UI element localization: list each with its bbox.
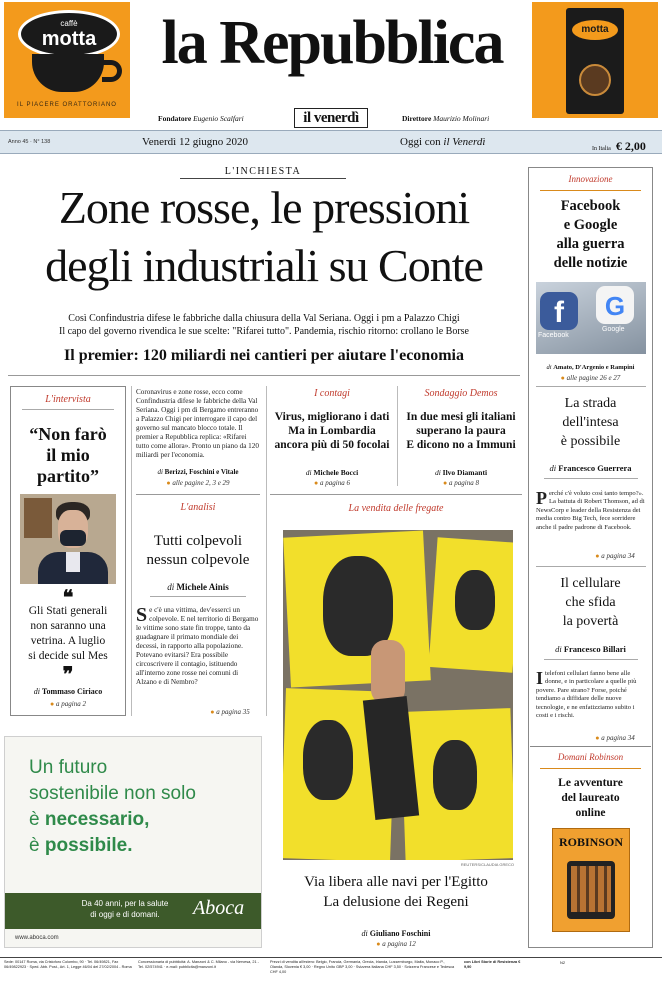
innovazione-authors: Amato, D'Argenio e Rampini bbox=[553, 364, 635, 371]
lead-kicker-rule bbox=[180, 178, 346, 179]
innovazione-rule bbox=[540, 190, 641, 191]
interview-author: Tommaso Ciriaco bbox=[41, 687, 103, 696]
ad-right-brand: motta bbox=[572, 20, 618, 40]
ad-right-motta[interactable] bbox=[532, 2, 658, 118]
interview-text-3: vetrina. A luglio bbox=[30, 635, 106, 647]
robinson-headline-1[interactable]: Le avventure bbox=[558, 777, 623, 789]
issue-date: Venerdì 12 giugno 2020 bbox=[142, 136, 249, 148]
intesa-dropcap: P bbox=[536, 488, 547, 508]
regeni-page[interactable]: ● a pagina 12 bbox=[270, 940, 522, 948]
regeni-headline-2[interactable]: La delusione dei Regeni bbox=[323, 894, 469, 910]
regeni-top-rule bbox=[270, 494, 522, 495]
cup-handle-icon bbox=[102, 60, 122, 82]
lead-headline-2[interactable]: degli industriali su Conte bbox=[45, 240, 483, 291]
interview-text-1: Gli Stati generali bbox=[28, 605, 108, 617]
coffee-cup-icon bbox=[32, 54, 104, 92]
aboca-line-4a: è bbox=[29, 835, 45, 856]
cellulare-text: telefoni cellulari fanno bene alle donne, e in particolare a quelle più povere. Pare strano? Forse, poiché tendiamo a diffidare delle nuove tecnologie, e ne enfatizziamo subito i costi e i rischi. bbox=[536, 670, 637, 720]
footer-col-5: N2 bbox=[560, 960, 566, 965]
innovazione-by: di bbox=[546, 364, 552, 371]
conte-photo bbox=[20, 494, 116, 584]
intesa-by: di bbox=[549, 463, 557, 473]
analysis-dropcap: S bbox=[136, 604, 148, 626]
director-label: Direttore bbox=[402, 114, 432, 123]
right-rule-2 bbox=[536, 566, 646, 567]
right-rule-3 bbox=[530, 746, 651, 747]
price-label: In Italia bbox=[592, 146, 611, 152]
col-divider-2 bbox=[266, 386, 267, 716]
lead-subhead-1: Così Confindustria difese le fabbriche dalla chiusura della Val Seriana. Oggi i pm a Palazzo Chigi bbox=[68, 313, 460, 324]
cellulare-headline-1[interactable]: Il cellulare bbox=[560, 576, 621, 591]
issue-number: Anno 45 · N° 138 bbox=[8, 139, 51, 145]
intesa-headline-3[interactable]: è possibile bbox=[560, 434, 621, 449]
analysis-byline-rule bbox=[150, 596, 246, 597]
robinson-headline-2[interactable]: del laureato bbox=[561, 792, 620, 804]
sondaggio-by: di bbox=[434, 468, 441, 477]
col-divider-3 bbox=[397, 386, 398, 486]
aboca-logo: Aboca bbox=[193, 897, 245, 919]
intesa-byline[interactable] bbox=[530, 463, 651, 473]
intesa-body bbox=[536, 490, 648, 532]
col-divider-1 bbox=[131, 386, 132, 716]
lead-body-byline[interactable] bbox=[136, 468, 260, 476]
contagi-headline-3[interactable]: ancora più di 50 focolai bbox=[274, 439, 390, 451]
cellulare-byline-rule bbox=[544, 659, 638, 660]
poster-portrait-lower-right bbox=[433, 740, 477, 810]
footer-col-2: Concessionaria di pubblicità: A. Manzoni & C. Milano - via Nervesa, 21 - Tel. 02/574941 · e-mail: pubblicita@manzoni.it bbox=[138, 960, 259, 970]
interview-kicker-rule bbox=[22, 409, 114, 410]
raised-hand-icon bbox=[371, 640, 405, 704]
poster-portrait-lower bbox=[303, 720, 353, 800]
innovazione-page[interactable]: ● alle pagine 26 e 27 bbox=[530, 374, 651, 382]
lead-body-text: Coronavirus e zone rosse, ecco come Confindustria difese le fabbriche della Val Seriana. Oggi i pm di Bergamo entreranno a Palazzo Chigi per interrogare il capo del governo sul mancato blocco totale. Il premier a Repubblica replica: «Rifarei tutto come allora». Pronto un piano da 120 miliardi per l'economia. bbox=[136, 388, 259, 459]
lead-body-page[interactable]: ● alle pagine 2, 3 e 29 bbox=[136, 479, 260, 487]
director-name: Maurizio Molinari bbox=[433, 114, 490, 123]
interview-quote-2[interactable]: il mio bbox=[46, 445, 90, 465]
lead-kicker: L'INCHIESTA bbox=[224, 166, 302, 177]
robinson-rule bbox=[540, 768, 641, 769]
cellulare-page[interactable]: ● a pagina 34 bbox=[580, 734, 650, 742]
poster-portrait-right bbox=[455, 570, 495, 630]
innovazione-headline-4[interactable]: delle notizie bbox=[553, 255, 628, 271]
quote-close-icon: ❞ bbox=[62, 662, 74, 686]
aboca-url[interactable]: www.aboca.com bbox=[15, 935, 59, 941]
today-with-label: Oggi con bbox=[400, 136, 441, 148]
price-value: € 2,00 bbox=[615, 139, 646, 153]
intesa-text: erché c'è voluto così tanto tempo?». La battuta di Robert Thomson, ad di NewsCorp e leader della Resistenza dei media contro Big Tech, fece sorridere anche il padre padrone di Facebook. bbox=[536, 490, 645, 531]
today-with bbox=[400, 136, 485, 148]
face-mask-icon bbox=[60, 530, 86, 546]
cellulare-headline-2[interactable]: che sfida bbox=[565, 595, 616, 610]
lead-bottom-rule bbox=[8, 375, 520, 376]
lead-second-headline[interactable]: Il premier: 120 miliardi nei cantieri per aiutare l'economia bbox=[64, 347, 464, 364]
robinson-cover-title: ROBINSON bbox=[558, 835, 623, 849]
ad-aboca[interactable] bbox=[4, 736, 262, 948]
analysis-top-rule bbox=[136, 494, 260, 495]
photo-painting bbox=[24, 498, 52, 538]
regeni-photo-credit: REUTERS/CLAUDIA GRECO bbox=[460, 862, 514, 867]
intesa-headline-2[interactable]: dell'intesa bbox=[562, 415, 619, 430]
facebook-app-icon: f bbox=[540, 292, 578, 330]
ad-left-motta[interactable] bbox=[4, 2, 130, 118]
interview-page[interactable]: ● a pagina 2 bbox=[12, 700, 124, 708]
aboca-line-3a: è bbox=[29, 809, 45, 830]
footer-col-3: Prezzi di vendita all'estero: Belgio, Francia, Germania, Grecia, Irlanda, Lussemburgo, Malta, Monaco P., Olanda, Slovenia € 3,00 · Regno Unito GBP 3,00 · Svizzera Italiana CHF 3,50 · Svizzera Francese e Tedesca CHF 4,00 bbox=[270, 960, 455, 975]
contagi-kicker: I contagi bbox=[314, 388, 350, 399]
interview-text-4: si decide sul Mes bbox=[28, 650, 108, 662]
ad-left-brand: motta bbox=[41, 28, 97, 50]
analysis-page[interactable]: ● a pagina 35 bbox=[190, 708, 270, 716]
google-app-label: Google bbox=[602, 326, 625, 333]
sondaggio-headline-3[interactable]: E dicono no a Immuni bbox=[406, 439, 516, 451]
innovazione-headline-1[interactable]: Facebook bbox=[560, 198, 621, 214]
coffee-beans-icon bbox=[579, 64, 611, 96]
aboca-line-3b: necessario, bbox=[44, 809, 150, 830]
regeni-headline-1[interactable]: Via libera alle navi per l'Egitto bbox=[304, 874, 488, 890]
aboca-line-1: Un futuro bbox=[29, 757, 108, 778]
venerdi-logo[interactable]: il venerdì bbox=[294, 108, 368, 128]
regeni-by: di bbox=[361, 929, 368, 938]
robinson-kicker: Domani Robinson bbox=[557, 752, 624, 762]
regeni-protest-photo[interactable] bbox=[283, 530, 513, 860]
cellulare-dropcap: I bbox=[536, 668, 544, 688]
sondaggio-page[interactable]: ● a pagina 8 bbox=[400, 479, 522, 487]
cellulare-headline-3[interactable]: la povertà bbox=[562, 614, 619, 629]
facebook-app-label: Facebook bbox=[538, 332, 569, 339]
analysis-headline-1[interactable]: Tutti colpevoli bbox=[153, 533, 243, 549]
intesa-page[interactable]: ● a pagina 34 bbox=[580, 552, 650, 560]
footer-top-rule bbox=[0, 957, 662, 958]
interview-by: di bbox=[33, 687, 40, 696]
contagi-byline[interactable] bbox=[268, 468, 396, 477]
price bbox=[592, 135, 646, 154]
sondaggio-author: Ilvo Diamanti bbox=[442, 468, 488, 477]
google-app-icon: G bbox=[596, 286, 634, 324]
contagi-headline-1[interactable]: Virus, migliorano i dati bbox=[274, 411, 390, 423]
footer-col-1: Sede: 00147 Roma, via Cristoforo Colombo, 90 · Tel. 06/49821, Fax 06/49822923 · Sped. Abb. Post., Art. 1, Legge 46/04 del 27/02/2004 - Roma bbox=[4, 960, 132, 970]
analysis-author: Michele Ainis bbox=[176, 582, 229, 592]
robinson-cover[interactable] bbox=[552, 828, 630, 932]
robinson-headline-3[interactable]: online bbox=[575, 807, 606, 819]
aboca-line-4 bbox=[29, 835, 133, 857]
analysis-text: e c'è una vittima, dev'esserci un colpevole. E nel territorio di Bergamo le vittime sono state fin troppe, tanto da guadagnare il primato mondiale dei decessi, in rapporto alla popolazione. Potevano evitarsi? Era possibile circoscrivere il contagio, istituendo all'interno zone rosse nei comuni di Alzano e di Nembro? bbox=[136, 606, 259, 686]
ad-left-tagline: IL PIACERE ORATTORIANO bbox=[17, 102, 117, 108]
intesa-author: Francesco Guerrera bbox=[558, 463, 632, 473]
interview-quote-1[interactable]: “Non farò bbox=[29, 424, 107, 444]
regeni-author: Giuliano Foschini bbox=[369, 929, 431, 938]
analysis-headline-2[interactable]: nessun colpevole bbox=[146, 552, 250, 568]
intesa-headline-1[interactable]: La strada bbox=[564, 396, 617, 411]
analysis-kicker: L'analisi bbox=[180, 502, 216, 513]
interview-text-2: non saranno una bbox=[30, 620, 106, 632]
aboca-line-3 bbox=[29, 809, 149, 831]
sondaggio-headline-1[interactable]: In due mesi gli italiani bbox=[406, 411, 516, 423]
contagi-by: di bbox=[305, 468, 312, 477]
lead-headline-1[interactable]: Zone rosse, le pressioni bbox=[58, 182, 470, 233]
regeni-byline[interactable] bbox=[270, 929, 522, 938]
tablet-screen bbox=[571, 866, 611, 912]
interview-quote-3[interactable]: partito” bbox=[37, 466, 99, 486]
analysis-byline[interactable] bbox=[136, 582, 260, 592]
interview-kicker: L'intervista bbox=[45, 394, 91, 405]
contagi-author: Michele Bocci bbox=[313, 468, 359, 477]
innovazione-kicker: Innovazione bbox=[568, 174, 613, 184]
founder-label: Fondatore bbox=[158, 114, 192, 123]
regeni-kicker: La vendita delle fregate bbox=[348, 503, 444, 514]
quote-open-icon: ❝ bbox=[62, 585, 74, 609]
lead-body-authors: Berizzi, Foschini e Vitale bbox=[164, 468, 239, 476]
aboca-band-1: Da 40 anni, per la salute bbox=[81, 899, 169, 908]
sondaggio-byline[interactable] bbox=[400, 468, 522, 477]
founder-name: Eugenio Scalfari bbox=[193, 114, 244, 123]
contagi-page[interactable]: ● a pagina 6 bbox=[268, 479, 396, 487]
today-with-title: il Venerdì bbox=[443, 136, 486, 148]
right-rule-1 bbox=[536, 386, 646, 387]
ad-left-small-text: caffè bbox=[60, 19, 78, 28]
apps-photo bbox=[536, 282, 646, 354]
contagi-headline-2[interactable]: Ma in Lombardia bbox=[288, 425, 376, 437]
aboca-band-2: di oggi e di domani. bbox=[90, 910, 160, 919]
founder-line bbox=[158, 114, 244, 123]
sondaggio-headline-2[interactable]: superano la paura bbox=[416, 425, 506, 437]
footer-col-4: con Libri Storie di Resistenza € 9,90 bbox=[464, 960, 521, 970]
date-band bbox=[0, 130, 662, 154]
sondaggio-kicker: Sondaggio Demos bbox=[424, 388, 498, 399]
lead-body-by: di bbox=[157, 468, 163, 476]
lead-subhead-2: Il capo del governo rivendica le sue scelte: "Rifarei tutto". Pandemia, rischio ritorno: crollano le Borse bbox=[59, 326, 469, 337]
innovazione-headline-2[interactable]: e Google bbox=[563, 217, 618, 233]
intesa-byline-rule bbox=[544, 478, 638, 479]
aboca-line-4b: possibile. bbox=[44, 835, 133, 856]
masthead-title[interactable]: la Repubblica bbox=[161, 9, 503, 77]
interview-byline[interactable] bbox=[12, 687, 124, 696]
aboca-line-2: sostenibile non solo bbox=[29, 783, 196, 804]
director-line bbox=[402, 114, 489, 123]
motta-logo bbox=[18, 10, 120, 58]
innovazione-headline-3[interactable]: alla guerra bbox=[556, 236, 625, 252]
robinson-tablet-image bbox=[567, 861, 615, 919]
analysis-by: di bbox=[167, 582, 175, 592]
cellulare-body bbox=[536, 670, 648, 720]
cellulare-byline[interactable] bbox=[530, 644, 651, 654]
cellulare-author: Francesco Billari bbox=[563, 644, 626, 654]
person-shirt bbox=[66, 552, 80, 572]
analysis-body bbox=[136, 606, 260, 687]
innovazione-byline[interactable] bbox=[530, 364, 651, 371]
cellulare-by: di bbox=[555, 644, 562, 654]
